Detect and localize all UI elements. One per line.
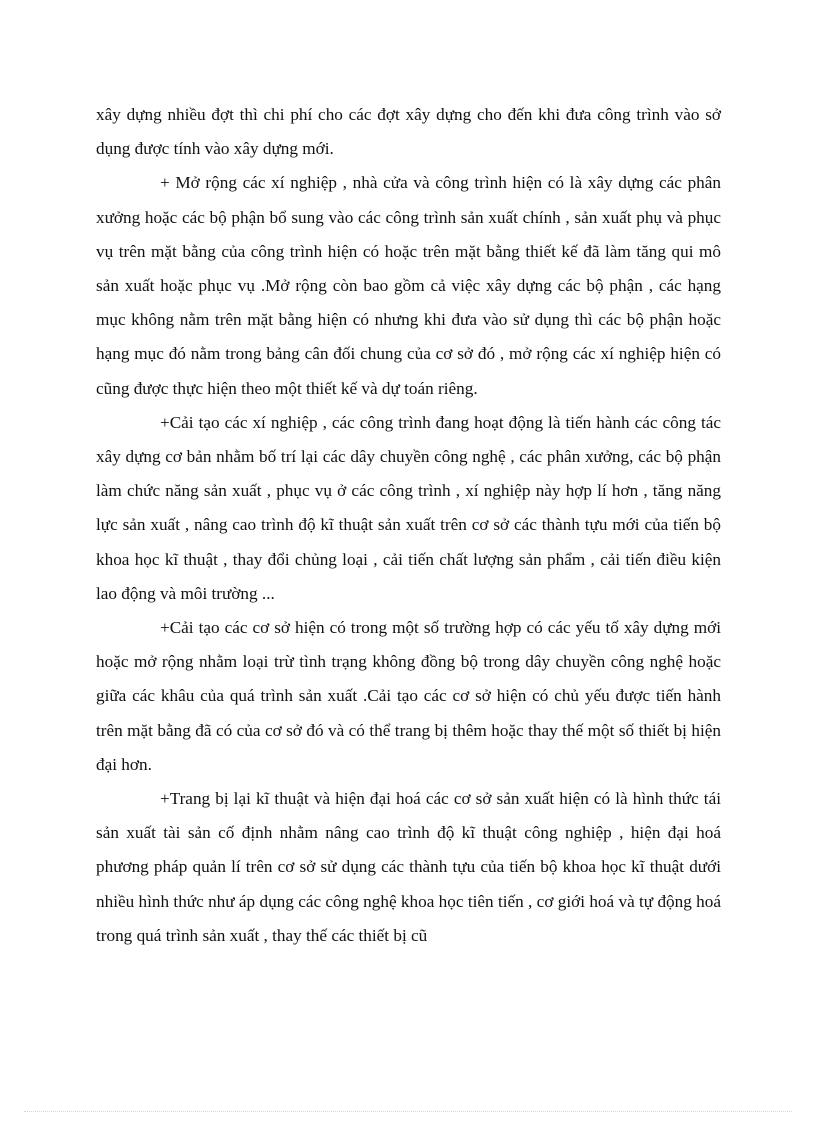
paragraph-renovation-enterprises: +Cải tạo các xí nghiệp , các công trình đang hoạt động là tiến hành các công tác xây dựng cơ bản nhằm bố trí lại các dây chuyền công nghệ , các phân xưởng, các bộ phận làm chức năng sản xuất , phục vụ ở các công trình , xí nghiệp này hợp lí hơn , tăng năng lực sản xuất , nâng cao trình độ kĩ thuật sản xuất trên cơ sở các thành tựu mới của tiến bộ khoa học kĩ thuật , thay đổi chủng loại , cải tiến chất lượng sản phẩm , cải tiến điều kiện lao động và môi trường ...	[96, 412, 721, 603]
body-text	[96, 98, 721, 953]
paragraph-expansion: + Mở rộng các xí nghiệp , nhà cửa và công trình hiện có là xây dựng các phân xưởng hoặc các bộ phận bổ sung vào các công trình sản xuất chính , sản xuất phụ và phục vụ trên mặt bằng của công trình hiện có hoặc trên mặt bằng thiết kế đã làm tăng qui mô sản xuất hoặc phục vụ .Mở rộng còn bao gồm cả việc xây dựng các bộ phận , các hạng mục không nằm trên mặt bằng hiện có nhưng khi đưa vào sử dụng thì các bộ phận hoặc hạng mục đó nằm trong bảng cân đối chung của cơ sở đó , mở rộng các xí nghiệp hiện có cũng được thực hiện theo một thiết kế và dự toán riêng.	[96, 173, 721, 398]
page-bottom-divider	[24, 1111, 792, 1112]
paragraph-re-equipment: +Trang bị lại kĩ thuật và hiện đại hoá các cơ sở sản xuất hiện có là hình thức tái sản xuất tài sản cố định nhằm nâng cao trình độ kĩ thuật công nghiệp , hiện đại hoá phương pháp quản lí trên cơ sở sử dụng các thành tựu của tiến bộ khoa học kĩ thuật dưới nhiều hình thức như áp dụng các công nghệ khoa học tiên tiến , cơ giới hoá và tự động hoá trong quá trình sản xuất , thay thế các thiết bị cũ	[96, 789, 721, 945]
paragraph-continuation: xây dựng nhiều đợt thì chi phí cho các đợt xây dựng cho đến khi đưa công trình vào sở dụng được tính vào xây dựng mới.	[96, 105, 721, 159]
paragraph-renovation-facilities: +Cải tạo các cơ sở hiện có trong một số trường hợp có các yếu tố xây dựng mới hoặc mở rộng nhằm loại trừ tình trạng không đồng bộ trong dây chuyền công nghệ hoặc giữa các khâu của quá trình sản xuất .Cải tạo các cơ sở hiện có chủ yếu được tiến hành trên mặt bằng đã có của cơ sở đó và có thể trang bị thêm hoặc thay thế một số thiết bị hiện đại hơn.	[96, 618, 721, 774]
